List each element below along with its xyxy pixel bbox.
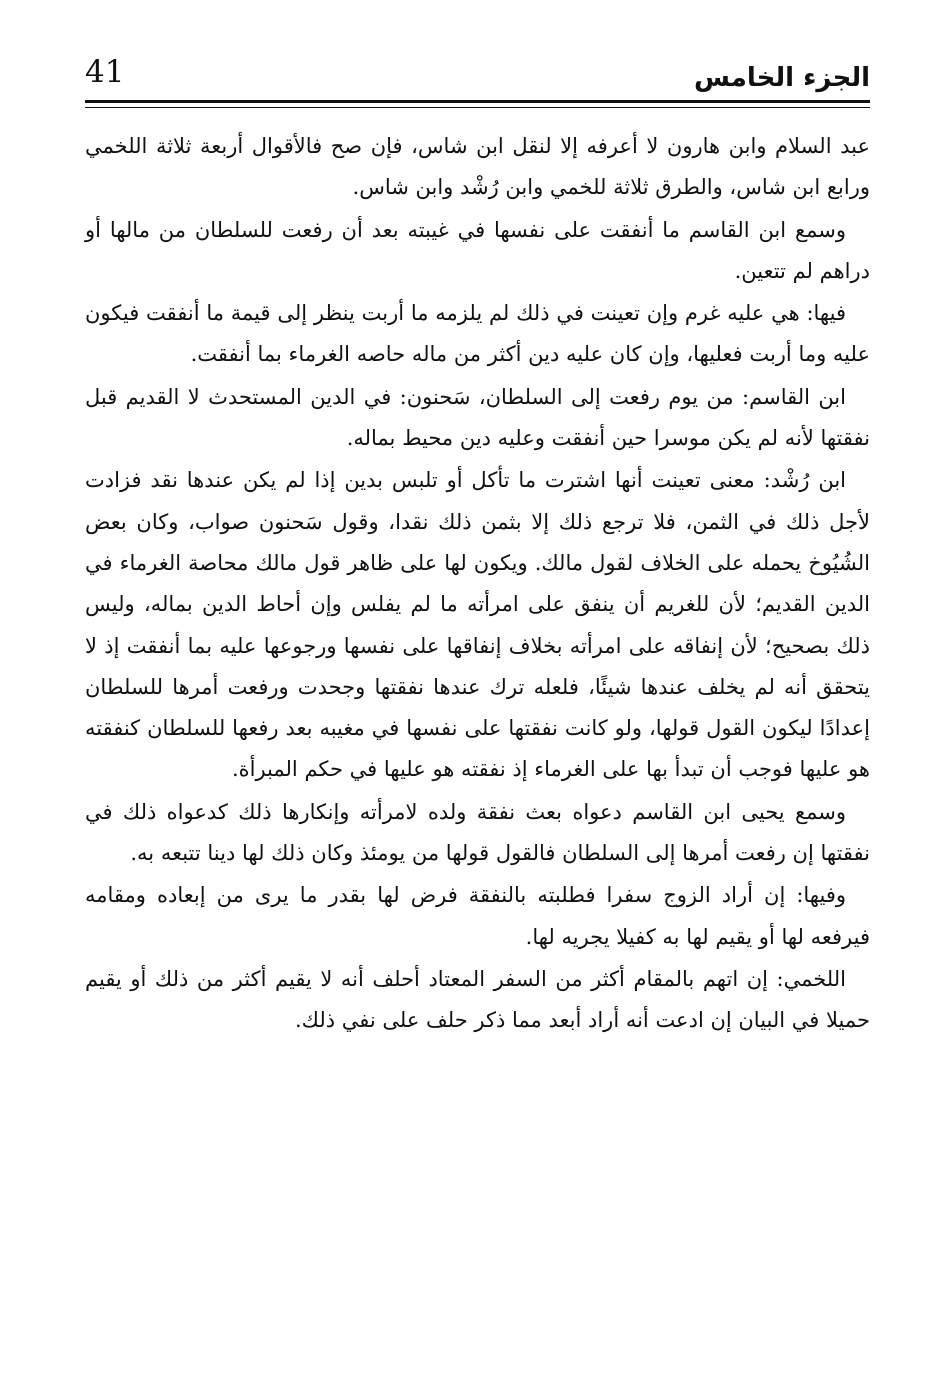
paragraph: فيها: هي عليه غرم وإن تعينت في ذلك لم يلزمه ما أربت ينظر إلى قيمة ما أنفقت فيكون عليه وما أربت فعليها، وإن كان عليه دين أكثر من ماله حاصه الغرماء بما أنفقت. [85,301,870,367]
header-rule-thick [85,100,870,103]
paragraph: اللخمي: إن اتهم بالمقام أكثر من السفر المعتاد أحلف أنه لا يقيم أكثر من ذلك أو يقيم حميلا في البيان إن ادعت أنه أراد أبعد مما ذكر حلف على نفي ذلك. [85,966,870,1033]
paragraph: عبد السلام وابن هارون لا أعرفه إلا لنقل ابن شاس، فإن صح فالأقوال أربعة ثلاثة اللخمي ورابع ابن شاس، والطرق ثلاثة للخمي وابن رُشْد وابن شاس. [85,134,870,200]
header-rule-thin [85,107,870,108]
page-number: 41 [85,54,125,90]
paragraph: ابن رُشْد: معنى تعينت أنها اشترت ما تأكل أو تلبس بدين إذا لم يكن عندها نقد فزادت لأجل ذلك في الثمن، فلا ترجع ذلك إلا بثمن ذلك نقدا، وقول سَحنون صواب، وكان بعض الشُيُوخ يحمله على الخلاف لقول مالك. ويكون لها على ظاهر قول مالك محاصة الغرماء في الدين القديم؛ لأن للغريم أن ينفق على امرأته ما لم يفلس وإن أحاط الدين بماله، وليس ذلك بصحيح؛ لأن إنفاقه على امرأته بخلاف إنفاقها على نفسها ورجوعها عليه بما أنفقت إذ لا يتحقق أنه لم يخلف عندها شيئًا، فلعله ترك عندها نفقتها وجحدت ورفعت أمرها للسلطان إعدادًا ليكون القول قولها، ولو كانت نفقتها على نفسها في مغيبه بعد رفعها للسلطان كنفقته هو عليها فوجب أن تبدأ بها على الغرماء إذ نفقته هو عليها في حكم المبرأة. [85,468,870,782]
page-header [85,50,870,98]
paragraph: وفيها: إن أراد الزوج سفرا فطلبته بالنفقة فرض لها بقدر ما يرى من إبعاده ومقامه فيرفعه لها أو يقيم لها به كفيلا يجريه لها. [85,883,870,949]
paragraph: ابن القاسم: من يوم رفعت إلى السلطان، سَحنون: في الدين المستحدث لا القديم قبل نفقتها لأنه لم يكن موسرا حين أنفقت وعليه دين محيط بماله. [85,384,870,451]
running-title: الجزء الخامس [694,63,870,93]
paragraph: وسمع ابن القاسم ما أنفقت على نفسها في غيبته بعد أن رفعت للسلطان من مالها أو دراهم لم تتعين. [85,217,870,283]
body-text [85,126,870,1043]
paragraph: وسمع يحيى ابن القاسم دعواه بعث نفقة ولده لامرأته وإنكارها ذلك كدعواه ذلك في نفقتها إن رفعت أمرها إلى السلطان فالقول قولها من يومئذ وكان ذلك لها دينا تتبعه به. [85,799,870,866]
